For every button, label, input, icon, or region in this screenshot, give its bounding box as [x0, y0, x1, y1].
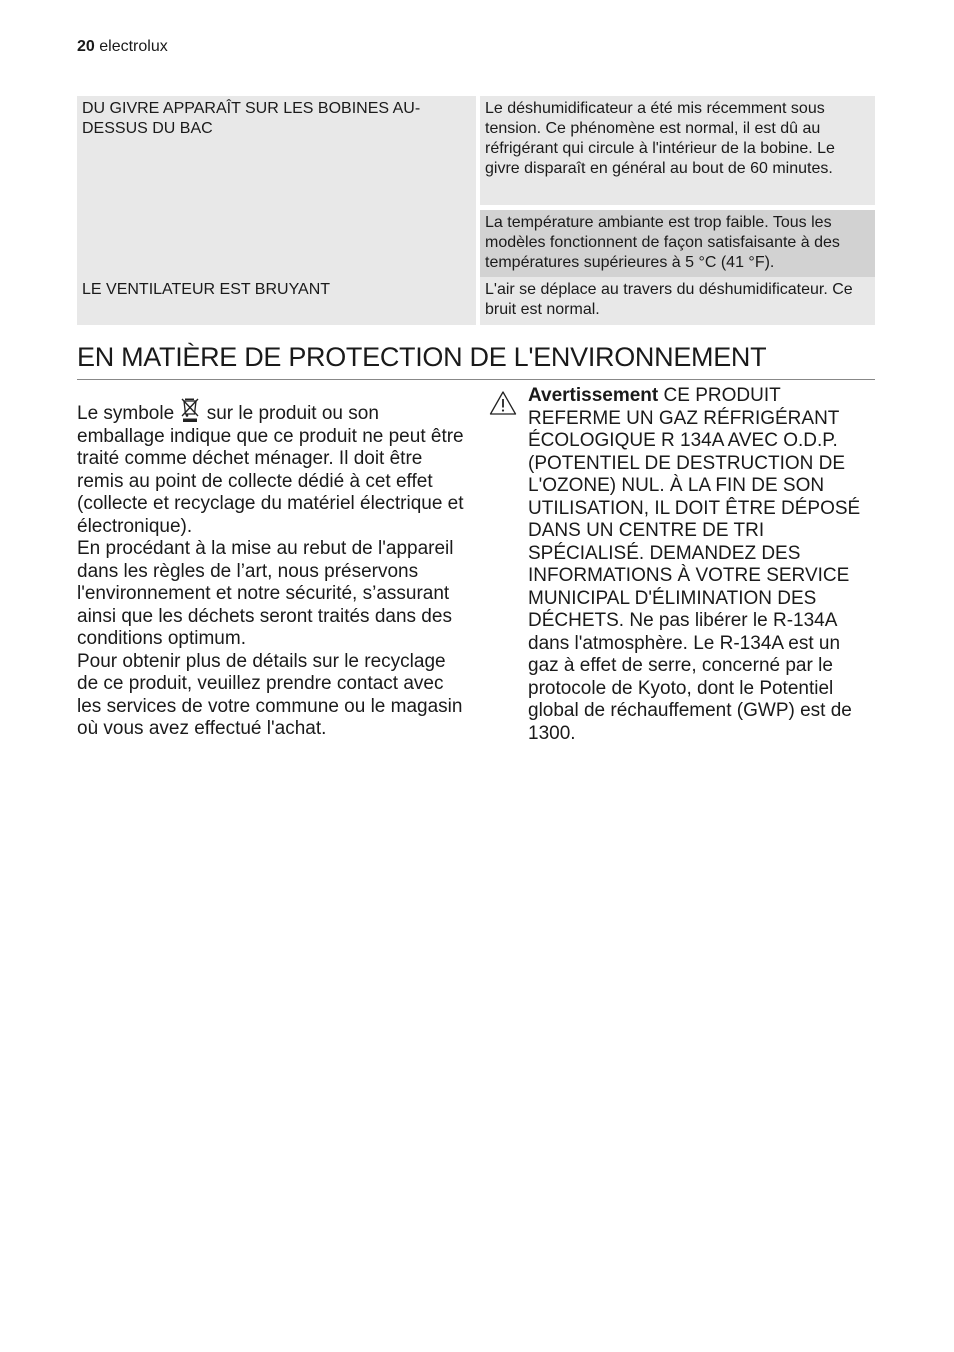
page-header: [77, 38, 168, 56]
crossed-bin-icon: [181, 397, 199, 423]
problem-text: LE VENTILATEUR EST BRUYANT: [82, 281, 331, 298]
solution-text: La température ambiante est trop faible. Tous les modèles fonctionnent de façon satisfaisante à des températures supérieures à 5 °C (41 °F).: [485, 214, 840, 271]
disposal-text-rest: sur le produit ou son emballage indique que ce produit ne peut être traité comme déchet ménager. Il doit être remis au point de collecte dédié à cet effet (collecte et recyclage du matériel électrique et électronique).: [77, 403, 464, 537]
table-row: [77, 96, 875, 210]
table-row: [77, 277, 875, 325]
warning-paragraph: [528, 385, 873, 745]
solution-text: L'air se déplace au travers du déshumidificateur. Ce bruit est normal.: [485, 281, 853, 318]
warning-label: Avertissement: [528, 385, 659, 406]
solution-cell: [480, 277, 875, 325]
warning-column: [528, 385, 873, 745]
solution-cell: [480, 96, 875, 210]
disposal-paragraph: [77, 397, 469, 538]
page-number: 20: [77, 38, 95, 55]
section-title: EN MATIÈRE DE PROTECTION DE L'ENVIRONNEMENT: [77, 342, 875, 380]
solution-cell: [480, 210, 875, 277]
problem-text: DU GIVRE APPARAÎT SUR LES BOBINES AU-DESSUS DU BAC: [82, 100, 421, 137]
troubleshooting-table: [77, 96, 875, 325]
disposal-text-start: Le symbole: [77, 403, 175, 424]
warning-triangle-icon: [489, 390, 517, 416]
problem-cell: [77, 96, 480, 277]
warning-text: CE PRODUIT REFERME UN GAZ RÉFRIGÉRANT ÉCOLOGIQUE R 134A AVEC O.D.P. (POTENTIEL DE DESTRUCTION DE L'OZONE) NUL. À LA FIN DE SON UTILISATION, IL DOIT ÊTRE DÉPOSÉ DANS UN CENTRE DE TRI SPÉCIALISÉ. DEMANDEZ DES INFORMATIONS À VOTRE SERVICE MUNICIPAL D'ÉLIMINATION DES DÉCHETS. Ne pas libérer le R-134A dans l'atmosphère. Le R-134A est un gaz à effet de serre, concerné par le protocole de Kyoto, dont le Potentiel global de réchauffement (GWP) est de 1300.: [528, 385, 861, 744]
problem-cell: [77, 277, 480, 325]
solution-text: Le déshumidificateur a été mis récemment sous tension. Ce phénomène est normal, il est dû au réfrigérant qui circule à l'intérieur de la bobine. Le givre disparaît en général au bout de 60 minutes.: [485, 100, 835, 177]
environment-paragraph: En procédant à la mise au rebut de l'appareil dans les règles de l’art, nous préservons l'environnement et notre sécurité, s’assurant ainsi que les déchets seront traités dans des conditions optimum.: [77, 538, 454, 649]
environment-left-column: [77, 397, 469, 741]
recycling-info-paragraph: Pour obtenir plus de détails sur le recyclage de ce produit, veuillez prendre contact avec les services de votre commune ou le magasin où vous avez effectué l'achat.: [77, 650, 463, 739]
brand-name: electrolux: [99, 38, 168, 55]
